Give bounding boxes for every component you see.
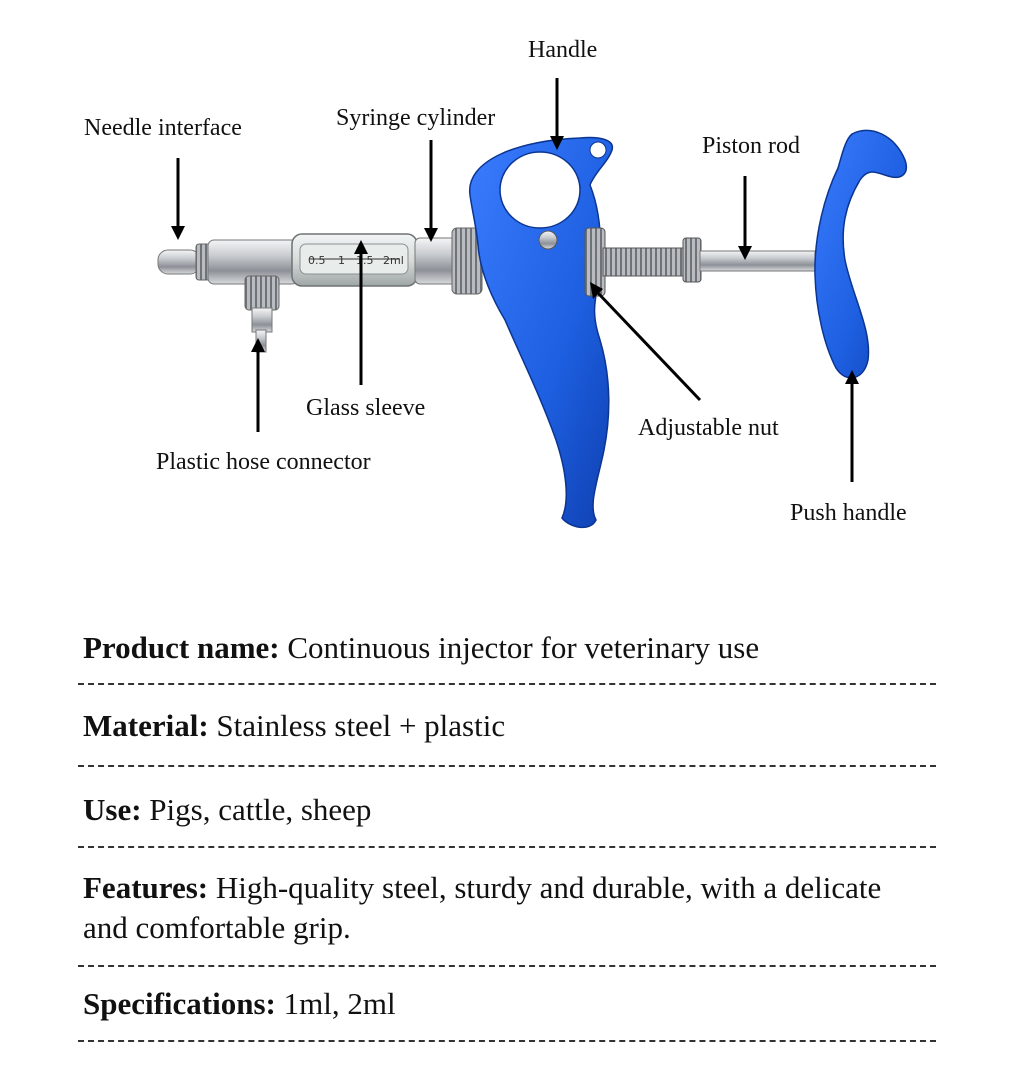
- dashed-divider: [78, 965, 936, 967]
- label-glass-sleeve: Glass sleeve: [306, 395, 426, 421]
- handle-screw: [539, 231, 557, 249]
- label-adjustable-nut: Adjustable nut: [638, 415, 779, 441]
- finger-ring-hole: [500, 152, 580, 228]
- dashed-divider: [78, 846, 936, 848]
- syringe-cylinder-part: [415, 238, 457, 284]
- label-handle: Handle: [528, 37, 598, 63]
- label-push-handle: Push handle: [790, 500, 907, 526]
- spec-key: Material:: [83, 708, 209, 743]
- spec-value: Continuous injector for veterinary use: [287, 630, 760, 665]
- dashed-divider: [78, 683, 936, 685]
- piston-rod-part: [700, 251, 815, 271]
- label-needle-interface: Needle interface: [84, 115, 242, 141]
- label-syringe-cylinder: Syringe cylinder: [336, 105, 496, 131]
- spec-key: Specifications:: [83, 986, 276, 1021]
- spec-row-material: [83, 706, 943, 746]
- spec-row-product-name: [83, 628, 943, 668]
- scale-mark: 2ml: [383, 254, 404, 267]
- spec-value: 1ml, 2ml: [283, 986, 396, 1021]
- spec-key: Use:: [83, 792, 142, 827]
- handle-small-hole: [590, 142, 606, 158]
- scale-mark: 0.5: [308, 254, 326, 267]
- hose-connector-part: [245, 276, 279, 352]
- spec-key: Features:: [83, 870, 209, 905]
- glass-sleeve-part: [292, 234, 417, 286]
- needle-interface-part: [158, 244, 210, 280]
- spec-row-specifications: [83, 984, 943, 1024]
- push-handle-part: [815, 130, 906, 378]
- arrow-adjustable-nut: [598, 293, 700, 400]
- spec-key: Product name:: [83, 630, 280, 665]
- label-plastic-hose-connector: Plastic hose connector: [156, 449, 371, 475]
- label-piston-rod: Piston rod: [702, 133, 801, 159]
- scale-mark: 1: [338, 254, 345, 267]
- dashed-divider: [78, 1040, 936, 1042]
- spec-row-features: [83, 868, 890, 948]
- spec-value: Stainless steel + plastic: [216, 708, 506, 743]
- dashed-divider: [78, 765, 936, 767]
- threaded-rod: [603, 248, 685, 276]
- spec-row-use: [83, 790, 943, 830]
- scale-mark: 1.5: [356, 254, 374, 267]
- spec-value: Pigs, cattle, sheep: [149, 792, 372, 827]
- spec-value: High-quality steel, sturdy and durable, with a delicate and comfortable grip.: [83, 870, 890, 945]
- rod-lock-nut: [683, 238, 701, 282]
